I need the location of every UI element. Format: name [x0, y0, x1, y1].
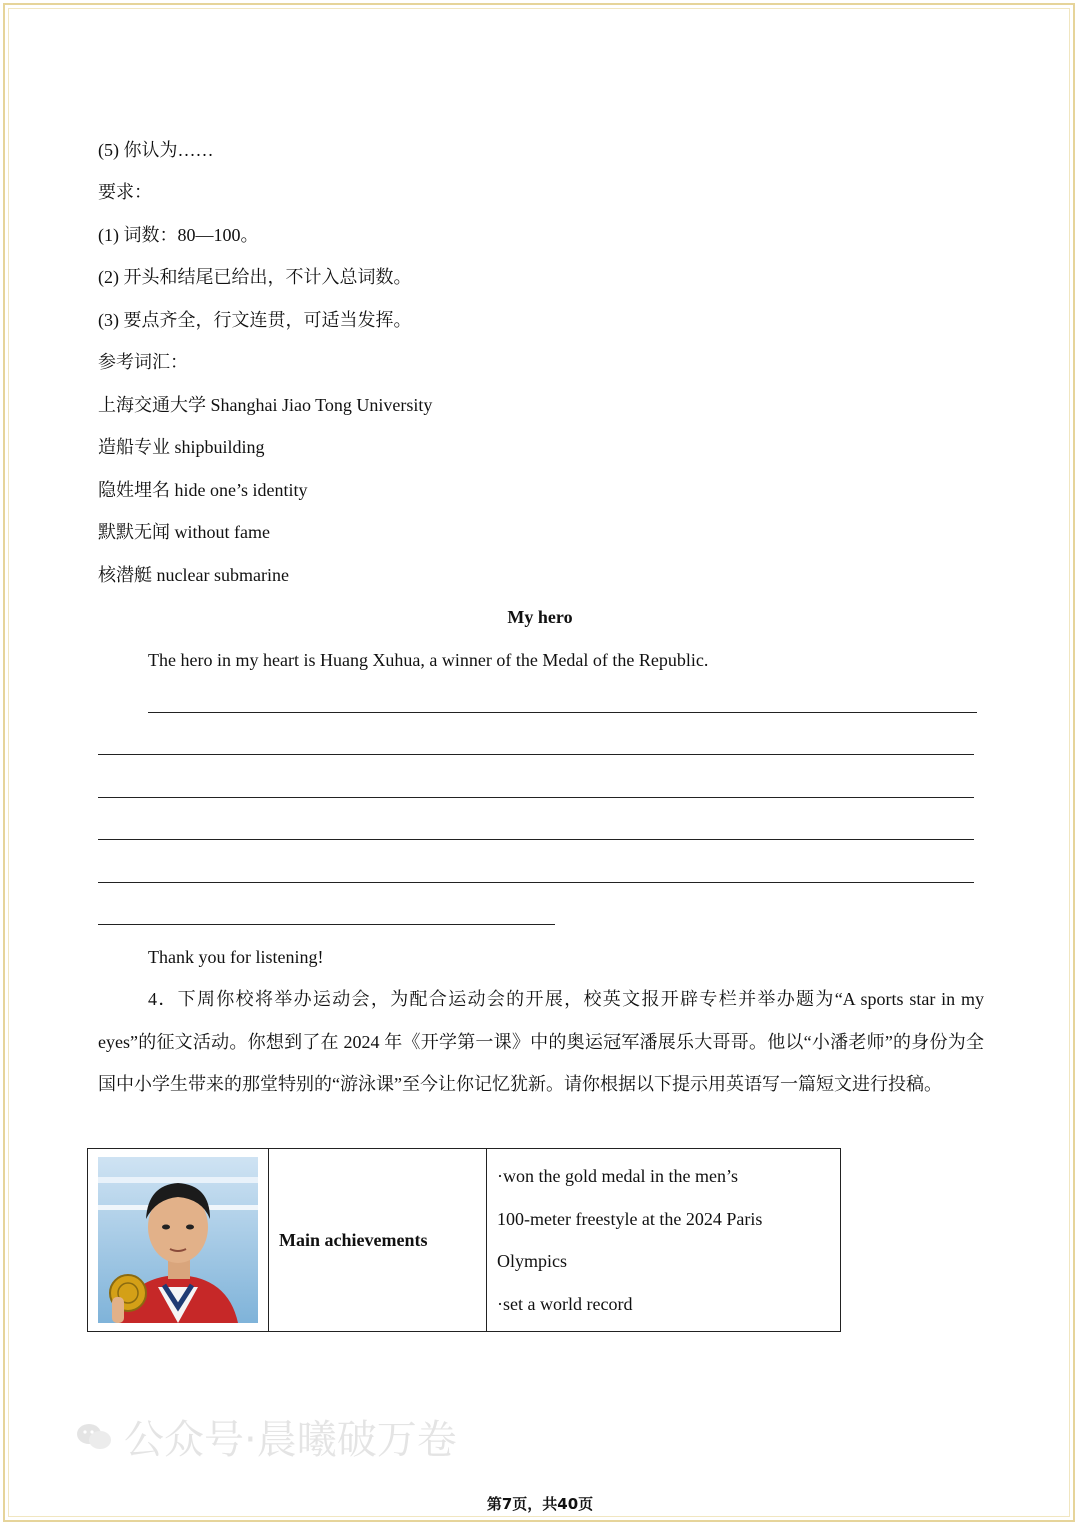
achievement-line: 100-meter freestyle at the 2024 Paris [497, 1208, 763, 1229]
essay-closing: Thank you for listening! [148, 947, 324, 967]
requirements-heading: 要求： [98, 182, 152, 202]
essay-opening: The hero in my heart is Huang Xuhua, a winner of the Medal of the Republic. [148, 650, 709, 670]
watermark [76, 1408, 457, 1465]
wechat-icon [76, 1422, 112, 1452]
prompt-point-5: (5) 你认为…… [98, 140, 214, 160]
vocab-item: 隐姓埋名 hide one’s identity [98, 480, 308, 500]
athlete-photo [98, 1157, 258, 1323]
vocab-item: 造船专业 shipbuilding [98, 437, 265, 457]
writing-line [98, 924, 555, 925]
writing-line [98, 754, 974, 755]
achievement-line: ·won the gold medal in the men’s [497, 1166, 738, 1186]
vocab-item: 上海交通大学 Shanghai Jiao Tong University [98, 395, 433, 415]
vocabulary-heading: 参考词汇： [98, 352, 188, 372]
requirement-2: (2) 开头和结尾已给出，不计入总词数。 [98, 267, 412, 287]
athlete-photo-cell [88, 1149, 269, 1332]
question-4-prompt: 4．下周你校将举办运动会，为配合运动会的开展，校英文报开辟专栏并举办题为“A sports star in my eyes”的征文活动。你想到了在 2024 年《开学第一课》中的奥运冠军潘展乐大哥哥。他以“小潘老师”的身份为全国中小学生带来的那堂特别的“游泳课”至今让你记忆犹新。请你根据以下提示用英语写一篇短文进行投稿。 [98, 989, 984, 1094]
achievement-line: ·set a world record [497, 1293, 633, 1314]
achievements-list [487, 1149, 841, 1332]
vocab-item: 默默无闻 without fame [98, 522, 270, 542]
watermark-text: 公众号·晨曦破万卷 [124, 1417, 457, 1463]
writing-line [98, 839, 974, 840]
writing-line [98, 797, 974, 798]
achievements-label: Main achievements [269, 1149, 487, 1332]
vocab-item: 核潜艇 nuclear submarine [98, 565, 289, 585]
achievement-line: Olympics [497, 1251, 567, 1271]
writing-line [148, 712, 977, 713]
essay-title: My hero [507, 607, 573, 627]
writing-line [98, 882, 974, 883]
requirement-3: (3) 要点齐全，行文连贯，可适当发挥。 [98, 310, 412, 330]
page-number: 第7页，共40页 [486, 1495, 594, 1513]
requirement-1: (1) 词数：80—100。 [98, 225, 259, 245]
athlete-info-table [87, 1148, 841, 1332]
